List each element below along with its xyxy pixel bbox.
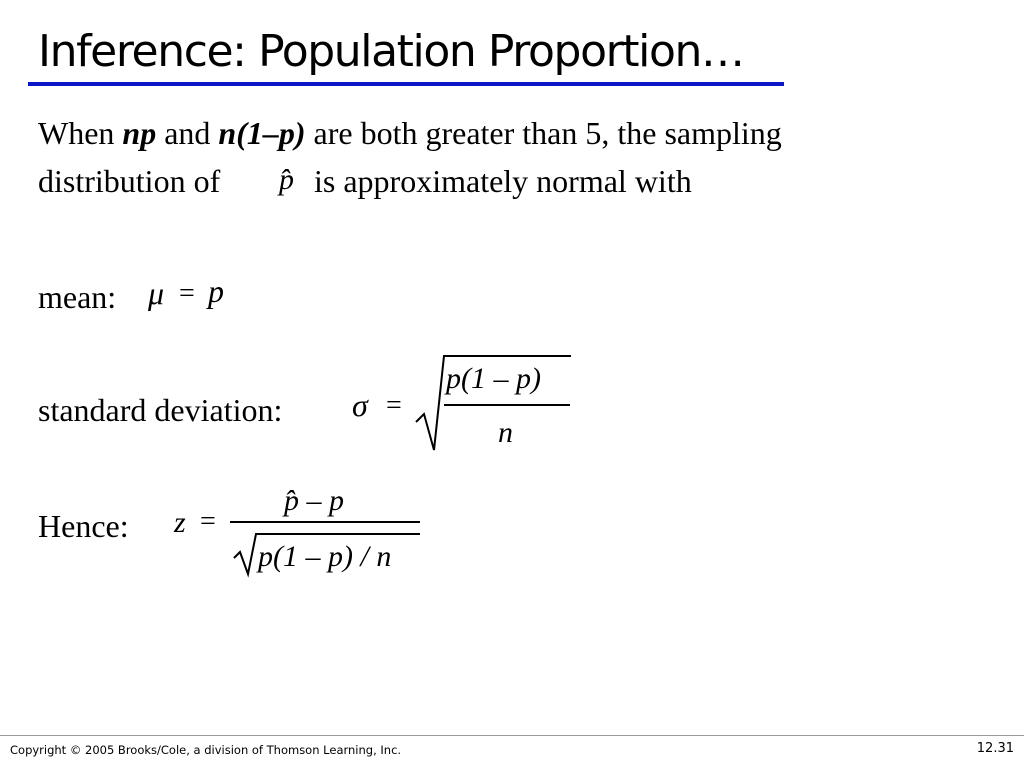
hence-formula [172, 474, 428, 580]
intro-rest: are both greater than 5, the sampling [305, 115, 782, 151]
mean-equals: = [179, 278, 195, 309]
p-hat-symbol [276, 158, 306, 202]
intro-when: When [38, 115, 123, 151]
title-underline [28, 82, 784, 86]
hence-numerator: p̂ – p [284, 484, 344, 517]
intro-line-1 [38, 112, 782, 154]
hence-z: z [174, 506, 186, 539]
mean-formula [146, 272, 246, 318]
std-dev-label: standard deviation: [38, 392, 283, 428]
intro-line-2-end: is approximately normal with [314, 163, 692, 199]
slide-title: Inference: Population Proportion… [38, 26, 744, 77]
std-dev-formula [350, 352, 580, 456]
footer-divider [0, 735, 1024, 736]
std-dev-numerator: p(1 – p) [446, 362, 541, 395]
hence-equals: = [200, 506, 216, 537]
intro-np: np [122, 115, 157, 151]
page-number: 12.31 [976, 741, 1014, 756]
intro-distribution-of: distribution of [38, 163, 221, 199]
p-hat-letter: p̂ [279, 163, 294, 196]
intro-n1p: n(1–p) [218, 115, 306, 151]
hence-denominator: p(1 – p) / n [258, 540, 392, 573]
std-dev-denominator: n [498, 416, 513, 449]
mean-p: p [208, 273, 224, 309]
intro-line-2 [38, 160, 220, 202]
mean-label: mean: [38, 279, 117, 315]
mean-mu: μ [148, 275, 165, 311]
std-dev-equals: = [386, 390, 402, 421]
intro-and: and [156, 115, 219, 151]
std-dev-sigma: σ [352, 387, 368, 423]
hence-label: Hence: [38, 508, 129, 544]
copyright-notice: Copyright © 2005 Brooks/Cole, a division of Thomson Learning, Inc. [10, 743, 402, 757]
